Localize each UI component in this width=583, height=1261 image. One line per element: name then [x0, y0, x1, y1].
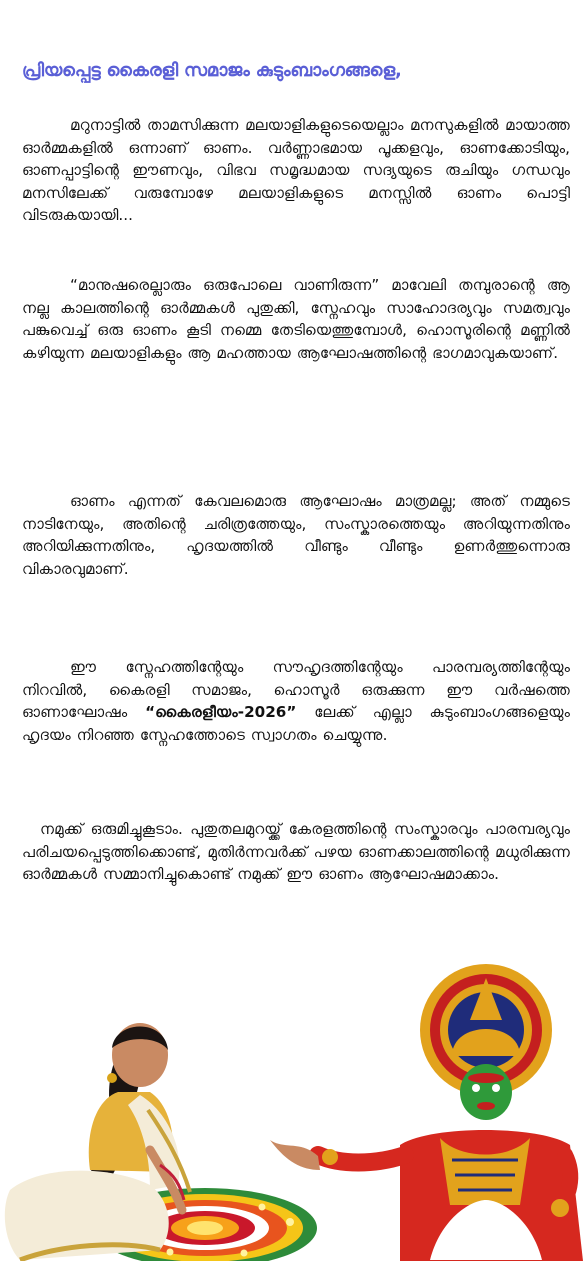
paragraph-3: ഓണം എന്നത് കേവലമൊരു ആഘോഷം മാത്രമല്ല; അത് നമ്മുടെ നാടിനേയും, അതിന്റെ ചരിത്രത്തേയും, സംസ്കാരത്തെയും അറിയുന്നതിനും അറിയിക്കുന്നതിനും, ഹൃദയത്തിൽ വീണ്ടും വീണ്ടും ഉണർത്തുന്നൊരു വികാരവുമാണ്.	[22, 492, 570, 578]
onam-illustration	[0, 960, 583, 1261]
paragraph-5: നമുക്ക് ഒരുമിച്ചുകൂടാം. പുതുതലമുറയ്ക്ക് കേരളത്തിന്റെ സംസ്കാരവും പാരമ്പര്യവും പരിചയപ്പെടുത്തിക്കൊണ്ട്, മുതിർന്നവർക്ക് പഴയ ഓണക്കാലത്തിന്റെ മധുരിക്കുന്ന ഓർമ്മകൾ സമ്മാനിച്ചുകൊണ്ട് നമുക്ക് ഈ ഓണം ആഘോഷമാക്കാം.	[22, 820, 570, 884]
kathakali-dancer-icon	[270, 964, 583, 1261]
paragraph-1: മറുനാട്ടിൽ താമസിക്കുന്ന മലയാളികളുടെയെല്ലാം മനസുകളിൽ മായാത്ത ഓർമ്മകളിൽ ഒന്നാണ് ഓണം. വർണ്ണാഭമായ പൂക്കളവും, ഓണക്കോടിയും, ഓണപ്പാട്ടിന്റെ ഈണവും, വിഭവ സമൃദ്ധമായ സദ്യയുടെ രുചിയും ഗന്ധവും മനസിലേക്ക് വരുമ്പോഴേ മലയാളികളുടെ മനസ്സിൽ ഓണം പൊട്ടി വിടരുകയായി...	[22, 116, 570, 225]
paragraph-4	[22, 656, 570, 746]
paragraph-4-outro: ലേക്ക് എല്ലാ കുടുംബാംഗങ്ങളെയും ഹൃദയം നിറഞ്ഞ സ്നേഹത്തോടെ സ്വാഗതം ചെയ്യുന്നു.	[22, 703, 570, 744]
paragraph-2: “മാനുഷരെല്ലാരും ഒരുപോലെ വാണിരുന്ന” മാവേലി തമ്പുരാന്റെ ആ നല്ല കാലത്തിന്റെ ഓർമ്മകൾ പുതുക്കി, സ്നേഹവും സാഹോദര്യവും സമത്വവും പങ്കുവെച്ച് ഒരു ഓണം കൂടി നമ്മെ തേടിയെത്തുമ്പോൾ, ഹൊസൂരിന്റെ മണ്ണിൽ കഴിയുന്ന മലയാളികളും ആ മഹത്തായ ആഘോഷത്തിന്റെ ഭാഗമാവുകയാണ്.	[22, 276, 570, 362]
woman-making-pookalam-icon	[5, 1023, 190, 1260]
paragraph-4-intro: ഈ സ്നേഹത്തിന്റേയും സൗഹൃദത്തിന്റേയും പാരമ്പര്യത്തിന്റേയും നിറവിൽ, കൈരളി സമാജം, ഹൊസൂർ ഒരുക്കുന്ന ഈ വർഷത്തെ ഓണാഘോഷം	[22, 658, 570, 722]
greeting-heading: പ്രിയപ്പെട്ട കൈരളി സമാജം കുടുംബാംഗങ്ങളെ,	[22, 60, 402, 81]
event-name: “കൈരളീയം-2026”	[145, 703, 297, 722]
